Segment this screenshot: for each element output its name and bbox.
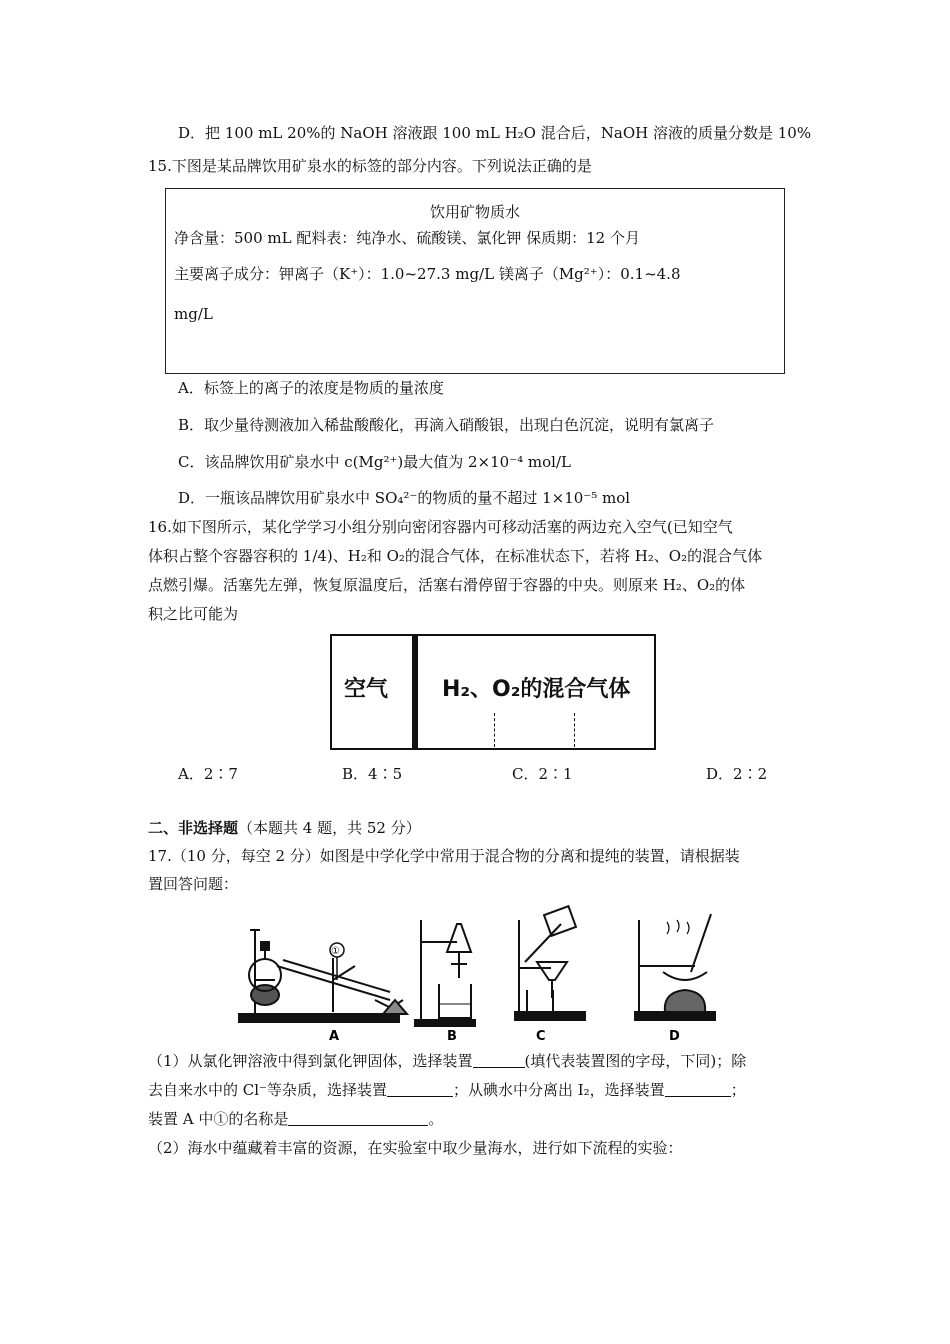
piston-container-diagram bbox=[330, 634, 656, 750]
label-title: 饮用矿物质水 bbox=[429, 203, 520, 221]
apparatus-a-distillation bbox=[239, 930, 407, 1022]
q15-option-c: C．该品牌饮用矿泉水中 c(Mg²⁺)最大值为 2×10⁻⁴ mol/L bbox=[178, 453, 571, 471]
q17-p1-text-2: (填代表装置图的字母，下同)；除 bbox=[524, 1052, 747, 1070]
q16-option-b: B．4∶5 bbox=[342, 765, 403, 783]
q15-option-b: B．取少量待测液加入稀盐酸酸化，再滴入硝酸银，出现白色沉淀，说明有氯离子 bbox=[178, 416, 715, 434]
air-label: 空气 bbox=[344, 677, 389, 702]
section-2-note: （本题共 4 题，共 52 分） bbox=[238, 819, 421, 837]
q17-p1-text-6: 装置 A 中①的名称是 bbox=[148, 1110, 289, 1128]
q16-option-d: D．2∶2 bbox=[706, 765, 768, 783]
separation-apparatus-figure bbox=[225, 900, 725, 1050]
q16-stem-4: 积之比可能为 bbox=[148, 605, 239, 623]
answer-blank-1[interactable] bbox=[473, 1053, 525, 1068]
dashed-mark-1 bbox=[494, 713, 495, 747]
apparatus-b-separatory-funnel bbox=[415, 920, 475, 1026]
answer-blank-3[interactable] bbox=[665, 1082, 731, 1097]
section-2-heading bbox=[148, 817, 421, 839]
apparatus-c-filtration bbox=[515, 906, 585, 1020]
apparatus-label-a: A bbox=[329, 1029, 340, 1044]
label-line-1: 净含量：500 mL 配料表：纯净水、硫酸镁、氯化钾 保质期：12 个月 bbox=[174, 229, 640, 247]
q17-p1-text-7: 。 bbox=[428, 1110, 444, 1128]
q15-stem: 15.下图是某品牌饮用矿泉水的标签的部分内容。下列说法正确的是 bbox=[148, 157, 592, 175]
q16-option-c: C．2∶1 bbox=[512, 765, 573, 783]
q15-option-d: D．一瓶该品牌饮用矿泉水中 SO₄²⁻的物质的量不超过 1×10⁻⁵ mol bbox=[178, 489, 631, 507]
label-line-2: 主要离子成分：钾离子（K⁺）：1.0~27.3 mg/L 镁离子（Mg²⁺）：0.1~4.8 bbox=[174, 265, 681, 283]
q16-option-a: A．2∶7 bbox=[178, 765, 238, 783]
answer-blank-4[interactable] bbox=[288, 1111, 428, 1126]
q17-stem-2: 置回答问题： bbox=[148, 875, 239, 893]
q16-stem-1: 16.如下图所示，某化学学习小组分别向密闭容器内可移动活塞的两边充入空气(已知空气 bbox=[148, 518, 733, 536]
piston bbox=[412, 636, 418, 748]
q16-stem-3: 点燃引爆。活塞先左弹，恢复原温度后，活塞右滑停留于容器的中央。则原来 H₂、O₂的体 bbox=[148, 576, 746, 594]
q17-part1-line1 bbox=[148, 1050, 746, 1072]
gas-mixture-label: H₂、O₂的混合气体 bbox=[442, 677, 631, 702]
apparatus-label-d: D bbox=[669, 1029, 680, 1044]
apparatus-callout-1: ① bbox=[331, 946, 340, 957]
dashed-mark-2 bbox=[574, 713, 575, 747]
answer-blank-2[interactable] bbox=[387, 1082, 453, 1097]
apparatus-label-b: B bbox=[447, 1029, 457, 1044]
q15-option-a: A．标签上的离子的浓度是物质的量浓度 bbox=[178, 379, 444, 397]
q17-p1-text-5: ； bbox=[730, 1081, 746, 1099]
q14-option-d: D．把 100 mL 20%的 NaOH 溶液跟 100 mL H₂O 混合后，NaOH 溶液的质量分数是 10% bbox=[178, 124, 812, 142]
apparatus-d-evaporation bbox=[635, 914, 715, 1020]
q17-p1-text-1: （1）从氯化钾溶液中得到氯化钾固体，选择装置 bbox=[148, 1052, 473, 1070]
q17-p1-text-4: ；从碘水中分离出 I₂，选择装置 bbox=[452, 1081, 665, 1099]
q17-part1-line2 bbox=[148, 1079, 746, 1101]
q17-part1-line3 bbox=[148, 1108, 443, 1130]
apparatus-label-c: C bbox=[536, 1029, 546, 1044]
q17-p1-text-3: 去自来水中的 Cl⁻等杂质，选择装置 bbox=[148, 1081, 387, 1099]
q17-stem-1: 17.（10 分，每空 2 分）如图是中学化学中常用于混合物的分离和提纯的装置，请根据装 bbox=[148, 847, 740, 865]
mineral-water-label bbox=[165, 188, 785, 374]
section-2-title: 二、非选择题 bbox=[148, 819, 239, 837]
q16-stem-2: 体积占整个容器容积的 1/4)、H₂和 O₂的混合气体，在标准状态下，若将 H₂、O₂的混合气体 bbox=[148, 547, 763, 565]
label-line-3: mg/L bbox=[174, 305, 213, 323]
q17-part2: （2）海水中蕴藏着丰富的资源，在实验室中取少量海水，进行如下流程的实验： bbox=[148, 1139, 683, 1157]
